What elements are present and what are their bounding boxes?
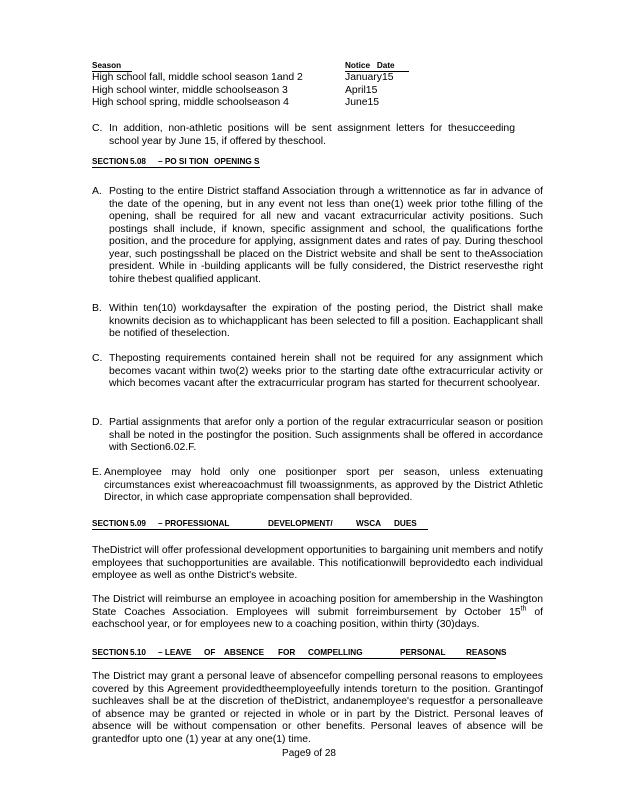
heading-word: FOR [278, 648, 296, 657]
ordinal-suffix: th [520, 605, 527, 613]
schedule-row [92, 97, 289, 109]
season-header-text: Season [92, 61, 122, 70]
item-c-paragraph: Theposting requirements contained herein shall not be required for any assignment which becomes vacant within two(2) weeks prior to the starting date ofthe extracurricular activity or which becomes vacant after the extracurricular program has started for thecurrent schoolyear. [109, 353, 543, 389]
section-509-paragraph-1: TheDistrict will offer professional development opportunities to bargaining unit members and notify employees that suchopportunities are available. This notificationwill beprovidedto each individual employee as well as onthe District's website. [92, 545, 543, 581]
heading-word: – LEAVE [158, 648, 192, 657]
item-e-paragraph: Anemployee may hold only one positionper sport per season, unless extenuating circumstances exist whereacoachmust fill twoassignments, as approved by the District Athletic Director, in which case appropriate compensation shall beprovided. [104, 467, 543, 503]
season-cell: High school winter, middle schoolseason 3 [92, 85, 288, 96]
item-label: E. [92, 467, 102, 478]
notice-date-column-header [345, 61, 409, 72]
item-label: C. [92, 353, 103, 364]
heading-word: DEVELOPMENT/ [268, 519, 333, 528]
heading-word: SECTION [92, 648, 129, 657]
notice-date-cell: January15 [345, 72, 394, 83]
heading-word: 5.08 [130, 157, 146, 166]
heading-word: SECTION [92, 519, 129, 528]
season-cell: High school spring, middle schoolseason 4 [92, 97, 289, 108]
date-header-text: Date [376, 61, 395, 70]
season-cell: High school fall, middle school season 1and 2 [92, 72, 303, 83]
notice-header-text: Notice [345, 61, 371, 70]
item-d-paragraph: Partial assignments that arefor only a portion of the regular extracurricular season or position shall be noted in the postingfor the position. Such assignments shall be offered in accordance with Section6.02.F. [109, 417, 543, 453]
heading-word: DUES [394, 519, 417, 528]
item-label: C. [92, 123, 103, 134]
season-column-header [92, 61, 132, 72]
item-label: B. [92, 303, 102, 314]
paragraph-text: The District will reimburse an employee in acoaching position for amembership in the Washington State Coaches Association. Employees will submit forreimbursement by October 15 [92, 594, 543, 618]
heading-word: COMPELLING [308, 648, 363, 657]
section-510-heading [92, 648, 507, 659]
section-509-paragraph-2 [92, 594, 543, 632]
item-label: A. [92, 186, 102, 197]
heading-word: – PROFESSIONAL [158, 519, 230, 528]
schedule-row [92, 85, 288, 97]
notice-date-cell: June15 [345, 97, 380, 108]
heading-word: 5.10 [130, 648, 146, 657]
item-a-paragraph: Posting to the entire District staffand Association through a writtennotice as far in advance of the date of the opening, but in any event not less than one(1) week prior tothe filling of the opening, shall be required for all new and vacant extracurricular activity positions. Such postings shall include, if known, specific assignment and school, the qualifications forthe position, and the procedure for applying, assignment dates and rates of pay. During theschool year, such postingsshall be placed on the District website and shall be sent to theAssociation president. While in -building applicants will be fully considered, the District reservesthe right tohire thebest qualified applicant. [109, 186, 543, 285]
section-509-heading [92, 519, 428, 530]
section-510-paragraph: The District may grant a personal leave of absencefor compelling personal reasons to employees covered by this Agreement providedtheemployeefully intends toreturn to the position. Grantingof suchleaves shall be at the discretion of theDistrict, andanemployee's requestfor a personalleave of absence may be granted or rejected in whole or in part by the District. Personal leaves of absence will be without compensation or other benefits. Personal leaves of absence will be grantedfor upto one (1) year at any one(1) time. [92, 671, 543, 745]
page-number-footer: Page9 of 28 [282, 748, 336, 759]
heading-word: OPENING S [214, 157, 260, 166]
heading-word: SECTION [92, 157, 129, 166]
heading-word: PERSONAL [400, 648, 446, 657]
heading-word: 5.09 [130, 519, 146, 528]
heading-word: REASONS [466, 648, 507, 657]
section-508-heading [92, 157, 260, 168]
heading-word: OF [204, 648, 216, 657]
paragraph-text: of eachschool year, or for employees new to a coaching position, within thirty (30)days. [92, 606, 543, 630]
schedule-row [92, 72, 303, 84]
heading-word: – PO SI TION [158, 157, 209, 166]
item-b-paragraph: Within ten(10) workdaysafter the expiration of the posting period, the District shall make knownits decision as to whichapplicant has been selected to fill a position. Eachapplicant shall be notified of theselection. [109, 303, 543, 339]
item-label: D. [92, 417, 103, 428]
item-c-paragraph: In addition, non-athletic positions will be sent assignment letters for thesucceeding school year by June 15, if offered by theschool. [109, 123, 515, 147]
notice-date-cell: April15 [345, 85, 378, 96]
heading-word: WSCA [356, 519, 382, 528]
heading-word: ABSENCE [224, 648, 265, 657]
